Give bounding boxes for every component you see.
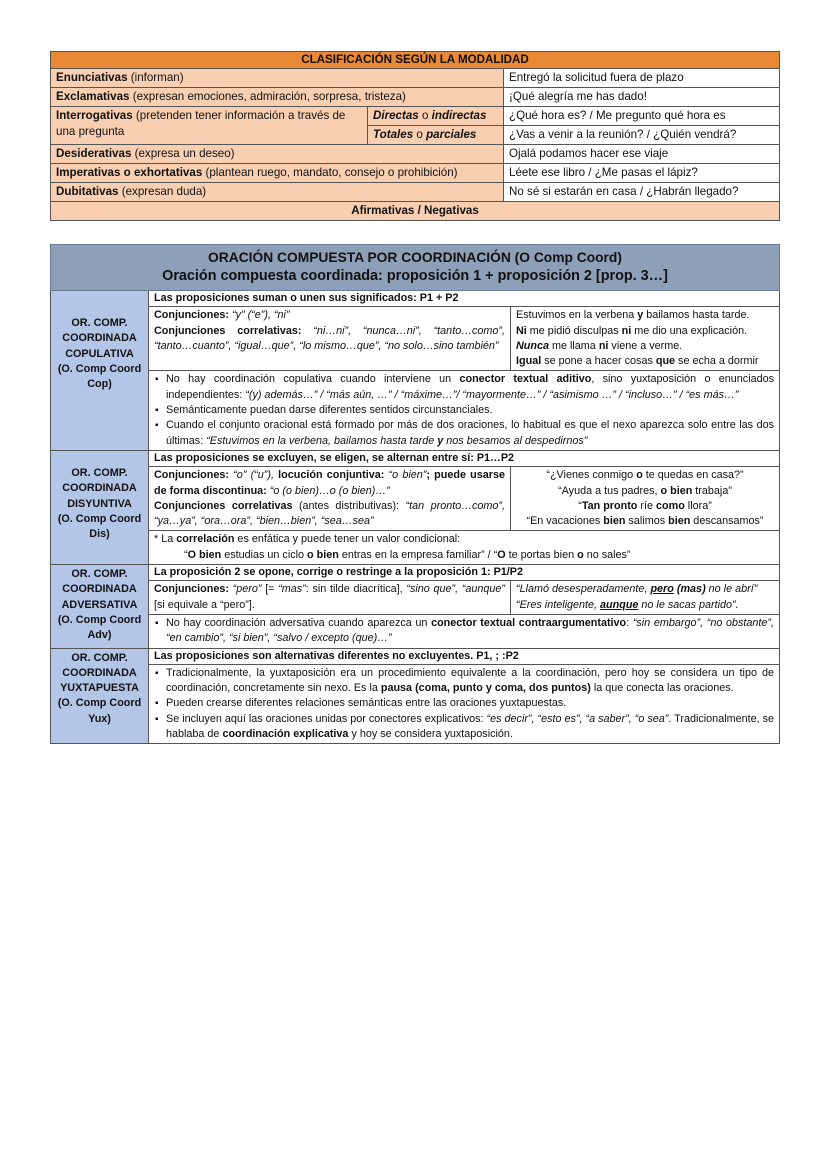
disyuntiva-examples: “¿Vienes conmigo o te quedas en casa?” “Ayuda a tus padres, o bien trabaja” “Tan pronto ríe como llora” “En vacaciones bien salimos bien descansamos” (511, 467, 780, 531)
list-item: ▪ Semánticamente puedan darse diferentes sentidos circunstanciales. (166, 403, 774, 418)
modalidad-example: ¡Qué alegría me has dado! (504, 88, 780, 107)
modalidad-type: Dubitativas (expresan duda) (51, 183, 504, 202)
list-item: ▪ Tradicionalmente, la yuxtaposición era un procedimiento equivalente a la coordinación, pero hoy se considera un tipo de coordinación, concretamente sin nexo. Es la pausa (coma, punto y coma, dos puntos) la que conecta las oraciones. (166, 666, 774, 697)
modalidad-type: Desiderativas (expresa un deseo) (51, 145, 504, 164)
modalidad-example: ¿Qué hora es? / Me pregunto qué hora es (504, 107, 780, 126)
modalidad-table (50, 51, 780, 221)
modalidad-example: Ojalá podamos hacer ese viaje (504, 145, 780, 164)
disyuntiva-conjunctions: Conjunciones: “o” (“u”), locución conjuntiva: “o bien”; puede usarse de forma discontinua: “o (o bien)…o (o bien)…” Conjunciones correlativas (antes distributivas): “tan pronto…como”, “ya…ya”, “ora…ora”, “bien…bien”, “sea…sea” (149, 467, 511, 531)
coordinacion-table (50, 244, 780, 744)
adversativa-definition: La proposición 2 se opone, corrige o restringe a la proposición 1: P1/P2 (149, 565, 780, 581)
list-item: ▪ No hay coordinación copulativa cuando interviene un conector textual aditivo, sino yuxtaposición o enunciados independientes: “(y) además…” / “más aún, …” / “máxime…”/ “mayormente…” / “asimismo …” / “incluso…” / “es más…” (166, 372, 774, 403)
list-item: ▪ Se incluyen aquí las oraciones unidas por conectores explicativos: “es decir”, “esto es”, “a saber”, “o sea”. Tradicionalmente, se hablaba de coordinación explicativa y hoy se considera yuxtaposición. (166, 712, 774, 743)
table-row (51, 69, 780, 88)
copulativa-notes (149, 371, 780, 450)
list-item: ▪ Cuando el conjunto oracional está formado por más de dos oraciones, lo habitual es que el nexo aparezca solo entre las dos últimas: “Estuvimos en la verbena, bailamos hasta tarde y nos besamos al despedirnos” (166, 418, 774, 449)
modalidad-example: Entregó la solicitud fuera de plazo (504, 69, 780, 88)
adversativa-conjunctions: Conjunciones: “pero” [= “mas”: sin tilde diacrítica], “sino que”, “aunque” [si equivale a “pero”]. (149, 581, 511, 615)
list-item: ▪ Pueden crearse diferentes relaciones semánticas entre las oraciones yuxtapuestas. (166, 696, 774, 711)
disyuntiva-notes: * La correlación es enfática y puede tener un valor condicional: “O bien estudias un ciclo o bien entras en la empresa familiar” / “O te portas bien o no sales” (149, 531, 780, 565)
modalidad-example: Léete ese libro / ¿Me pasas el lápiz? (504, 164, 780, 183)
table-row (51, 88, 780, 107)
adversativa-notes (149, 614, 780, 648)
copulativa-definition: Las proposiciones suman o unen sus significados: P1 + P2 (149, 291, 780, 307)
modalidad-footer: Afirmativas / Negativas (51, 202, 780, 221)
list-item: ▪ No hay coordinación adversativa cuando aparezca un conector textual contraargumentativo: “sin embargo”, “no obstante”, “en cambio”, “si bien”, “salvo / excepto (que)…” (166, 616, 774, 647)
yuxtapuesta-notes (149, 664, 780, 743)
yuxtapuesta-label: OR. COMP. COORDINADA YUXTAPUESTA (O. Comp Coord Yux) (51, 648, 149, 744)
modalidad-header: CLASIFICACIÓN SEGÚN LA MODALIDAD (51, 52, 780, 69)
table-row (51, 164, 780, 183)
modalidad-type: Imperativas o exhortativas (plantean ruego, mandato, consejo o prohibición) (51, 164, 504, 183)
adversativa-examples: “Llamó desesperadamente, pero (mas) no le abrí” “Eres inteligente, aunque no le sacas partido”. (511, 581, 780, 615)
modalidad-type: Exclamativas (expresan emociones, admiración, sorpresa, tristeza) (51, 88, 504, 107)
table-row (51, 145, 780, 164)
copulativa-examples: Estuvimos en la verbena y bailamos hasta tarde. Ni me pidió disculpas ni me dio una explicación. Nunca me llama ni viene a verme. Igual se pone a hacer cosas que se echa a dormir (511, 307, 780, 371)
adversativa-label: OR. COMP. COORDINADA ADVERSATIVA (O. Comp Coord Adv) (51, 565, 149, 648)
modalidad-subtype: Directas o indirectas (368, 107, 504, 126)
table-row (51, 107, 780, 126)
modalidad-type: Enunciativas (informan) (51, 69, 504, 88)
coordinacion-title: ORACIÓN COMPUESTA POR COORDINACIÓN (O Comp Coord) Oración compuesta coordinada: proposición 1 + proposición 2 [prop. 3…] (51, 245, 780, 291)
table-row (51, 183, 780, 202)
copulativa-conjunctions: Conjunciones: “y” (“e”), “ni” Conjunciones correlativas: “ni…ni”, “nunca…ni”, “tanto…como”, “tanto…cuanto”, “igual…que”, “lo mismo…que”, “no solo…sino también” (149, 307, 511, 371)
disyuntiva-definition: Las proposiciones se excluyen, se eligen, se alternan entre sí: P1…P2 (149, 450, 780, 466)
modalidad-example: ¿Vas a venir a la reunión? / ¿Quién vendrá? (504, 126, 780, 145)
modalidad-subtype: Totales o parciales (368, 126, 504, 145)
copulativa-label: OR. COMP. COORDINADA COPULATIVA (O. Comp Coord Cop) (51, 291, 149, 451)
yuxtapuesta-definition: Las proposiciones son alternativas diferentes no excluyentes. P1, ; :P2 (149, 648, 780, 664)
modalidad-example: No sé si estarán en casa / ¿Habrán llegado? (504, 183, 780, 202)
modalidad-type: Interrogativas (pretenden tener información a través de una pregunta (51, 107, 368, 145)
disyuntiva-label: OR. COMP. COORDINADA DISYUNTIVA (O. Comp Coord Dis) (51, 450, 149, 564)
